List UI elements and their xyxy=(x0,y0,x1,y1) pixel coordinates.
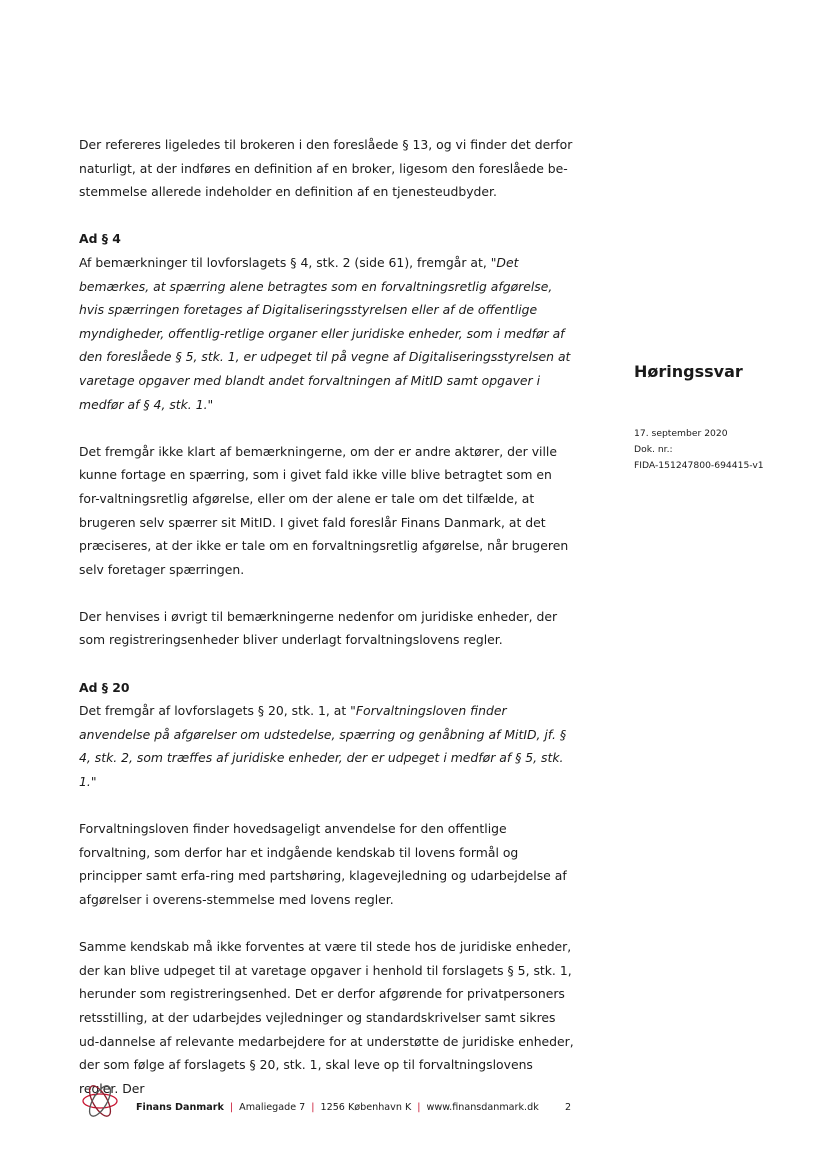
paragraph-forvaltningsloven: Forvaltningsloven finder hovedsageligt anvendelse for den offentlige forvaltning, som derfor har et indgående kendskab til lovens formål og principper samt erfa-ring med partshøring, klagevejledning og udarbejdelse af afgørelser i overens-stemmelse med lovens regler. xyxy=(79,821,567,907)
page-footer xyxy=(79,1080,579,1122)
footer-brand: Finans Danmark xyxy=(136,1102,224,1113)
footer-separator: | xyxy=(417,1102,421,1113)
paragraph-intro: Af bemærkninger til lovforslagets § 4, stk. 2 (side 61), fremgår at, xyxy=(79,254,491,270)
quoted-text: "Det bemærkes, at spærring alene betragtes som en forvaltningsretlig afgørelse, hvis spærringen foretages af Digitaliseringsstyrelsen eller af de offentlige myndigheder, offentlig-retlige organer eller juridiske enheder, som i medfør af den foreslåede § 5, stk. 1, er udpeget til på vegne af Digitaliseringsstyrelsen at varetage opgaver med blandt andet forvaltningen af MitID samt opgaver i medfør af § 4, stk. 1." xyxy=(79,254,571,412)
footer-city: 1256 København K xyxy=(320,1102,412,1113)
footer-separator: | xyxy=(229,1102,234,1113)
paragraph-broker: Der refereres ligeledes til brokeren i den foreslåede § 13, og vi finder det derfor naturligt, at der indføres en definition af en broker, ligesom den foreslåede be-stemmelse allerede indeholder en definition af en tjenesteudbyder. xyxy=(79,137,573,200)
paragraph-spaerring: Det fremgår ikke klart af bemærkningerne, om der er andre aktører, der ville kunne fortage en spærring, som i givet fald ikke ville blive betragtet som en for-valtningsretlig afgørelse, eller om der alene er tale om det tilfælde, at brugeren selv spærrer sit MitID. I givet fald foreslår Finans Danmark, at det præciseres, at der ikke er tale om en forvaltningsretlig afgørelse, når brugeren selv foretager spærringen. xyxy=(79,443,569,577)
document-body xyxy=(79,133,574,1100)
document-date: 17. september 2020 xyxy=(634,428,728,439)
section-heading-20: Ad § 20 xyxy=(79,679,130,695)
finans-danmark-logo-icon xyxy=(79,1080,121,1122)
paragraph-reference: Der henvises i øvrigt til bemærkningerne nedenfor om juridiske enheder, der som registreringsenheder bliver underlagt forvaltningslovens regler. xyxy=(79,608,558,648)
paragraph-intro: Det fremgår af lovforslagets § 20, stk. 1, at xyxy=(79,703,351,719)
document-number: FIDA-151247800-694415-v1 xyxy=(634,460,764,472)
paragraph-section-20-quote xyxy=(79,699,574,793)
footer-separator: | xyxy=(311,1102,315,1113)
paragraph-kendskab: Samme kendskab må ikke forventes at være til stede hos de juridiske enheder, der kan blive udpeget til at varetage opgaver i henhold til forslagets § 5, stk. 1, herunder som registreringsenhed. Det er derfor afgørende for privatpersoners retsstilling, at der udarbejdes vejledninger og standardskrivelser samt sikres ud-dannelse af relevante medarbejdere for at understøtte de juridiske enheder, der som følge af forslagets § 20, stk. 1, skal leve op til forvaltningslovens regler. Der xyxy=(79,939,574,1096)
document-type-title: Høringssvar xyxy=(634,362,743,381)
footer-website-link[interactable]: www.finansdanmark.dk xyxy=(426,1102,539,1113)
paragraph-section-4-quote xyxy=(79,251,574,416)
sidebar-title-block xyxy=(634,362,814,381)
section-heading-4: Ad § 4 xyxy=(79,231,121,247)
document-meta xyxy=(634,426,764,475)
document-number-label: Dok. nr.: xyxy=(634,444,673,456)
quoted-text: "Forvaltningsloven finder anvendelse på afgørelser om udstedelse, spærring og genåbning af MitID, jf. § 4, stk. 2, som træffes af juridiske enheder, der er udpeget i medfør af § 5, stk. 1." xyxy=(79,703,567,790)
footer-street: Amaliegade 7 xyxy=(239,1102,306,1113)
page-number: 2 xyxy=(565,1102,572,1113)
footer-address xyxy=(136,1102,539,1113)
